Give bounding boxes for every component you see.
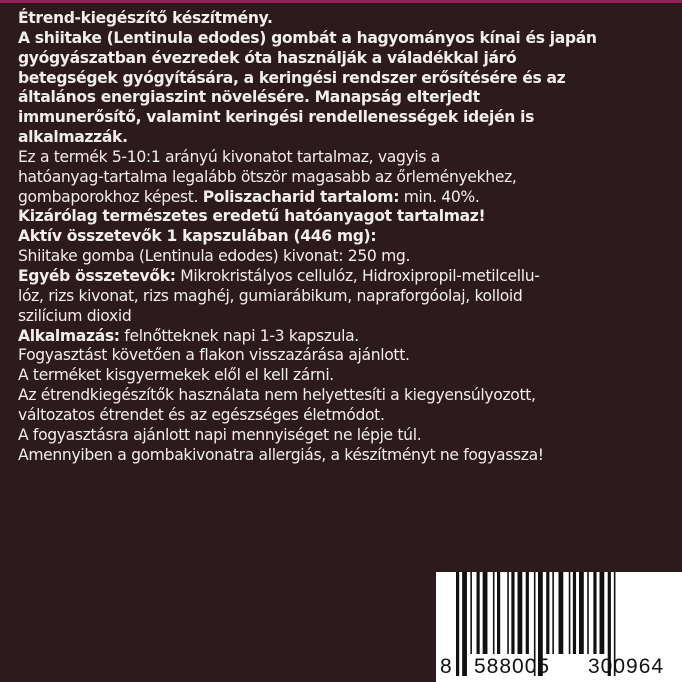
label-bold-text: betegségek gyógyítására, a keringési rendszer erősítésére és az: [18, 68, 566, 87]
barcode-bar: [573, 572, 576, 654]
label-text-segment: változatos étrendet és az egészséges életmódot.: [18, 405, 385, 424]
label-text-segment: Mikrokristályos cellulóz, Hidroxipropil-metilcellu-: [175, 266, 540, 285]
barcode-bar: [507, 572, 509, 654]
barcode-bar: [552, 572, 554, 654]
label-line: [18, 69, 597, 89]
label-line: [18, 307, 597, 327]
barcode-bar: [587, 572, 589, 654]
label-line: [18, 9, 597, 29]
label-text-segment: lóz, rizs kivonat, rizs maghéj, gumiarábikum, napraforgóolaj, kolloid: [18, 286, 523, 305]
label-text-segment: hatóanyag-tartalma legalább ötször magasabb az őrleményekhez,: [18, 167, 517, 186]
top-accent-stripe: [0, 0, 682, 3]
label-line: [18, 148, 597, 168]
label-bold-text: általános energiaszint növelésére. Manapság elterjedt: [18, 88, 480, 107]
label-bold-text: Egyéb összetevők:: [18, 266, 176, 285]
label-line: [18, 426, 597, 446]
barcode-bar: [593, 572, 596, 654]
barcode-bar: [456, 572, 459, 676]
label-line: [18, 446, 597, 466]
label-line: [18, 128, 597, 148]
label-line: [18, 267, 597, 287]
label-bold-text: Kizárólag természetes eredetű hatóanyagot tartalmaz!: [18, 207, 486, 226]
label-line: [18, 207, 597, 227]
barcode-bar: [518, 572, 523, 654]
barcode-bar: [493, 572, 495, 654]
barcode-bar: [483, 572, 488, 654]
label-bold-text: A shiitake (Lentinula edodes) gombát a hagyományos kínai és japán: [18, 28, 597, 47]
label-bold-text: Aktív összetevők 1 kapszulában (446 mg):: [18, 227, 377, 246]
label-line: [18, 386, 597, 406]
label-line: [18, 247, 597, 267]
label-line: [18, 88, 597, 108]
label-bold-text: gyógyászatban évezredek óta használják a váladékkal járó: [18, 48, 517, 67]
barcode-bar: [477, 572, 480, 654]
label-line: [18, 49, 597, 69]
label-bold-text: Poliszacharid tartalom:: [202, 187, 400, 206]
barcode-right-digits: 300964: [588, 655, 665, 678]
label-line: [18, 188, 597, 208]
barcode-bar: [462, 572, 467, 676]
label-text-segment: Amennyiben a gombakivonatra allergiás, a készítményt ne fogyassza!: [18, 445, 544, 464]
label-line: [18, 29, 597, 49]
label-text-segment: szilícium dioxid: [18, 306, 132, 325]
label-text-segment: gombaporokhoz képest.: [18, 187, 203, 206]
label-line: [18, 366, 597, 386]
label-line: [18, 287, 597, 307]
barcode-first-digit: 8: [440, 655, 452, 678]
barcode-bar: [497, 572, 500, 654]
label-text-segment: felnőtteknek napi 1-3 kapszula.: [119, 326, 359, 345]
barcode-bar: [569, 572, 571, 654]
barcode-bar: [579, 572, 584, 654]
barcode: [436, 572, 682, 682]
label-text-segment: Fogyasztást követően a flakon visszazárása ajánlott.: [18, 346, 410, 365]
barcode-bar: [600, 572, 605, 654]
label-line: [18, 406, 597, 426]
label-line: [18, 108, 597, 128]
label-text-segment: A terméket kisgyermekek elől el kell zárni.: [18, 366, 334, 385]
barcode-bar: [526, 572, 529, 654]
label-bold-text: Alkalmazás:: [18, 326, 120, 345]
label-bold-text: alkalmazzák.: [18, 128, 128, 147]
label-text-segment: Az étrendkiegészítők használata nem helyettesíti a kiegyensúlyozott,: [18, 386, 536, 405]
label-text-segment: A fogyasztásra ajánlott napi mennyiséget ne lépje túl.: [18, 425, 422, 444]
label-text-segment: Ez a termék 5-10:1 arányú kivonatot tartalmaz, vagyis a: [18, 147, 440, 166]
barcode-bar: [470, 572, 472, 654]
label-line: [18, 346, 597, 366]
barcode-left-digits: 588005: [474, 655, 551, 678]
barcode-bar: [559, 572, 564, 654]
label-bold-text: immunerősítő, valamint keringési rendellenességek idején is: [18, 108, 535, 127]
label-line: [18, 327, 597, 347]
label-text: [18, 9, 597, 465]
label-text-segment: min. 40%.: [399, 187, 480, 206]
label-line: [18, 168, 597, 188]
label-bold-text: Étrend-kiegészítő készítmény.: [18, 9, 273, 27]
barcode-bar: [511, 572, 514, 654]
barcode-bar: [546, 572, 549, 654]
label-line: [18, 227, 597, 247]
label-text-segment: Shiitake gomba (Lentinula edodes) kivonat: 250 mg.: [18, 247, 411, 266]
